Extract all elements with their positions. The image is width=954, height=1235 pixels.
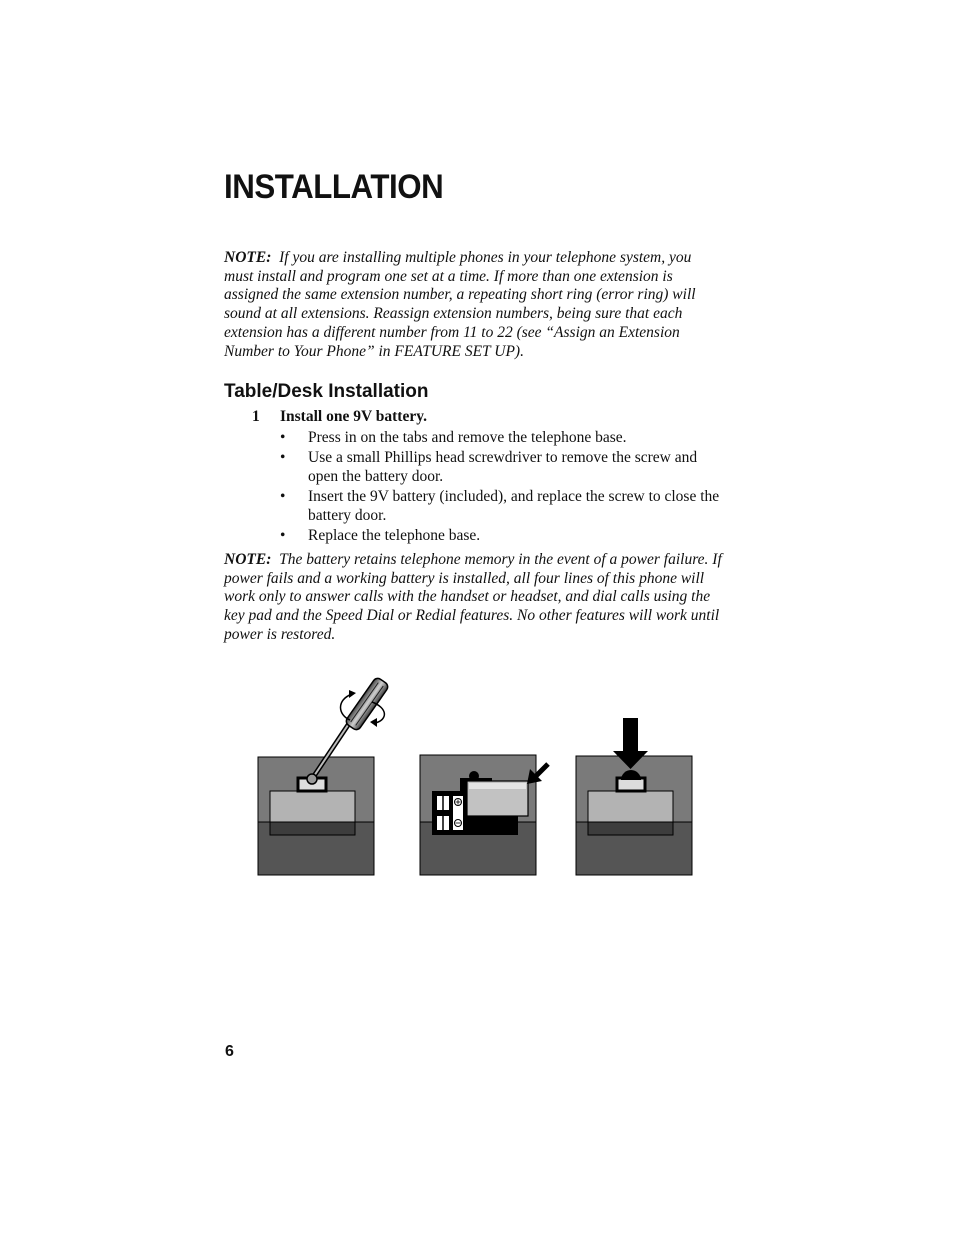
panel-remove-screw bbox=[258, 676, 390, 875]
note-battery-memory bbox=[224, 551, 724, 645]
section-heading: Table/Desk Installation bbox=[224, 381, 429, 402]
panel-replace-screw bbox=[576, 718, 692, 875]
panel-insert-battery bbox=[420, 755, 548, 875]
list-item-text: Press in on the tabs and remove the telephone base. bbox=[308, 429, 627, 446]
step-number: 1 bbox=[252, 408, 260, 425]
list-item-text: Replace the telephone base. bbox=[308, 526, 481, 544]
battery-icon bbox=[467, 781, 528, 816]
list-item: • Press in on the tabs and remove the telephone base. bbox=[280, 429, 627, 446]
note-multiple-phones bbox=[224, 249, 724, 361]
list-item-text: Insert the 9V battery (included), and replace the screw to close the battery door. bbox=[308, 487, 720, 524]
page-number: 6 bbox=[225, 1043, 234, 1060]
step-text: Install one 9V battery. bbox=[280, 408, 427, 425]
note-label: NOTE: bbox=[224, 551, 272, 568]
battery-installation-illustration bbox=[250, 670, 700, 885]
list-item: • Replace the telephone base. bbox=[280, 526, 481, 544]
page-title: INSTALLATION bbox=[224, 168, 444, 206]
list-item: • Use a small Phillips head screwdriver to remove the screw and open the battery door. bbox=[280, 448, 698, 485]
list-item: • Insert the 9V battery (included), and replace the screw to close the battery door. bbox=[280, 487, 720, 524]
note-text: If you are installing multiple phones in your telephone system, you must install and program one set at a time. If more than one extension is assigned the same extension number, a repeating short ring (error ring) will sound at all extensions. Reassign extension numbers, being sure that each extension has a different number from 11 to 22 (see “Assign an Extension Number to Your Phone” in FEATURE SET UP). bbox=[224, 249, 696, 360]
step-1 bbox=[252, 408, 427, 426]
instruction-list bbox=[280, 428, 720, 545]
note-text: The battery retains telephone memory in the event of a power failure. If power fails and a working battery is installed, all four lines of this phone will work only to answer calls with the handset or headset, and dial calls using the key pad and the Speed Dial or Redial features. No other features will work until power is restored. bbox=[224, 551, 722, 643]
note-label: NOTE: bbox=[224, 249, 272, 266]
list-item-text: Use a small Phillips head screwdriver to remove the screw and open the battery door. bbox=[308, 448, 698, 485]
